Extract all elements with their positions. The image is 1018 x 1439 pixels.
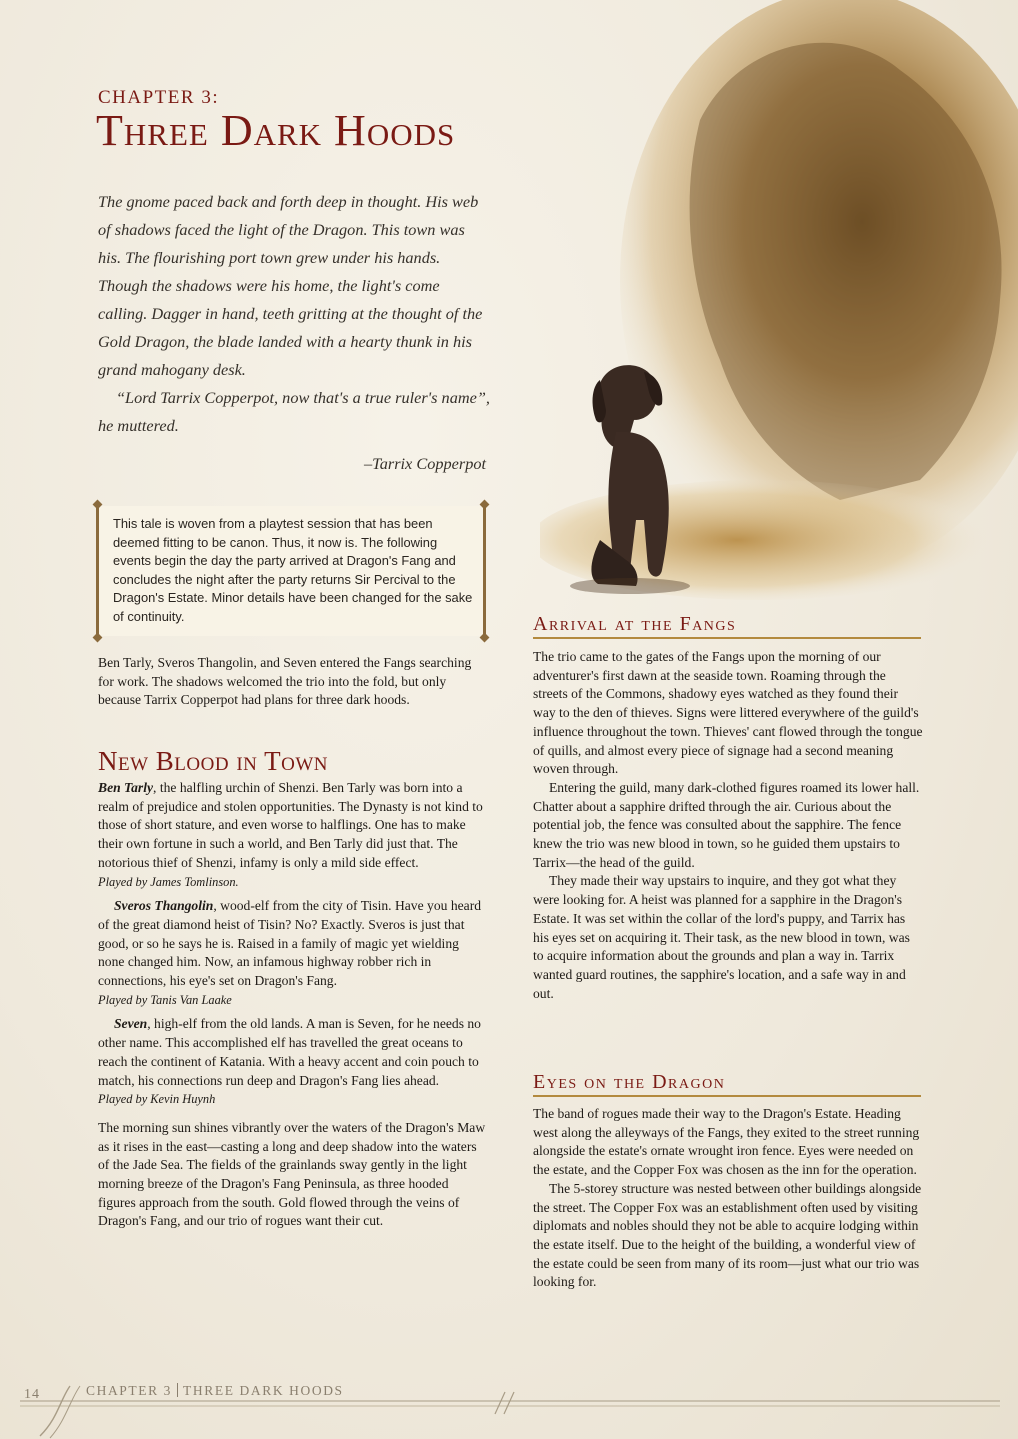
heading-rule — [533, 637, 921, 639]
sidebar-border-right — [483, 506, 486, 636]
arrival-paragraph: The trio came to the gates of the Fangs upon the morning of our adventurer's first dawn at the seaside town. Roaming through the streets of the Commons, shadowy eyes watched as they found their way to the den of thieves. Signs were littered everywhere of the guild's influence throughout the town. Thieves' cant flowed through the tongue of quills, and almost every piece of signage had a second meaning woven through. — [533, 649, 923, 777]
played-by: Played by Kevin Huynh — [98, 1092, 216, 1107]
closing-paragraph: The morning sun shines vibrantly over the waters of the Dragon's Maw as it rises in the east—casting a long and deep shadow into the waters of the Jade Sea. The fields of the grainlands sway gently in the light morning breeze of the Dragon's Fang Peninsula, as three hooded figures approach from the south. Gold flowed through the veins of Dragon's Fang, and our trio of rogues want their cut. — [98, 1119, 486, 1229]
character-entry — [98, 1015, 486, 1090]
sidebar-border-left — [96, 506, 99, 636]
page-number: 14 — [24, 1387, 40, 1402]
character-entry — [98, 897, 486, 991]
eyes-paragraph: The band of rogues made their way to the Dragon's Estate. Heading west along the alleyways of the Fangs, they exited to the street running alongside the estate's ornate wrought iron fence. Eyes were needed on the estate, and the Copper Fox was chosen as the inn for the operation. — [533, 1106, 920, 1178]
footer-ornament — [0, 1370, 1018, 1439]
running-footer — [86, 1383, 344, 1399]
section-heading-eyes: Eyes on the Dragon — [533, 1071, 726, 1093]
section-heading-arrival: Arrival at the Fangs — [533, 613, 737, 635]
character-name: Ben Tarly — [98, 780, 154, 795]
epigraph-attribution: –Tarrix Copperpot — [364, 454, 486, 473]
footer-title: THREE DARK HOODS — [183, 1383, 344, 1398]
corner-ornament — [480, 500, 490, 510]
puppy-shadow-illustration — [540, 0, 1018, 620]
epigraph-paragraph: The gnome paced back and forth deep in thought. His web of shadows faced the light of the Dragon. This town was his. The flourishing port town grew under his hands. Though the shadows were his home, the light's come calling. Dagger in hand, teeth gritting at the thought of the Gold Dragon, the blade landed with a hearty thunk in his grand mahogany desk. — [98, 192, 483, 379]
character-name: Sveros Thangolin — [114, 898, 214, 914]
intro-paragraph — [98, 654, 484, 710]
arrival-paragraph: Entering the guild, many dark-clothed figures roamed its lower hall. Chatter about a sapphire drifted through the air. Curious about the potential job, the fence was consulted about the sapphire. The fence knew the trio was new blood in town, so he guided them upstairs to Tarrix—the head of the guild. — [533, 779, 920, 870]
corner-ornament — [480, 633, 490, 643]
eyes-paragraph: The 5-storey structure was nested between other buildings alongside the street. The Copper Fox was an establishment often used by visiting diplomats and nobles should they not be able to acquire lodging within the estate itself. Due to the height of the building, a wonderful view of the estate could be seen from many of its room—just what our trio was looking for. — [533, 1180, 922, 1290]
chapter-title: Three Dark Hoods — [96, 106, 456, 155]
character-desc: , high-elf from the old lands. A man is Seven, for he needs no other name. This accomplished elf has travelled the great oceans to reach the continent of Katania. With a heavy accent and coin pouch to match, his connections run deep and Dragon's Fang lies ahead. — [98, 1016, 481, 1088]
arrival-paragraph: They made their way upstairs to inquire, and they got what they were looking for. A heist was planned for a sapphire in the Dragon's Estate. It was set within the collar of the lord's puppy, and Tarrix has his eyes set on acquiring it. Their task, as the new blood in town, was to acquire information about the grounds and plan a way in. Tarrix wanted guard routines, the sapphire's location, and a safe way in and out. — [533, 873, 910, 1001]
epigraph — [98, 188, 490, 440]
sidebar-text: This tale is woven from a playtest session that has been deemed fitting to be canon. Thus, it now is. The following events begin the day the party arrived at Dragon's Fang and concludes the night after the party returns Sir Percival to the Dragon's Estate. Minor details have been changed for the sake of continuity. — [113, 516, 473, 624]
section-heading-new-blood: New Blood in Town — [98, 746, 328, 776]
footer-divider — [177, 1383, 178, 1397]
heading-rule — [533, 1095, 921, 1097]
character-entry — [98, 779, 486, 873]
epigraph-quote: “Lord Tarrix Copperpot, now that's a true ruler's name”, he muttered. — [98, 388, 490, 435]
played-by: Played by Tanis Van Laake — [98, 992, 232, 1007]
character-name: Seven — [114, 1016, 148, 1032]
arrival-text — [533, 648, 923, 1003]
sidebar-box — [97, 506, 485, 636]
corner-ornament — [93, 500, 103, 510]
corner-ornament — [93, 633, 103, 643]
character-list — [98, 779, 486, 1231]
intro-text: Ben Tarly, Sveros Thangolin, and Seven entered the Fangs searching for work. The shadows welcomed the trio into the fold, but only because Tarrix Copperpot had plans for three dark hoods. — [98, 655, 472, 708]
footer-chapter: CHAPTER 3 — [86, 1383, 173, 1398]
character-desc: , the halfling urchin of Shenzi. Ben Tarly was born into a realm of prejudice and stolen opportunities. The Dynasty is not kind to those of short stature, and even worse to halflings. One has to make their own fortune in such a world, and Ben Tarly did just that. The notorious thief of Shenzi, infamy is only a mild side effect. — [98, 780, 483, 870]
eyes-text — [533, 1105, 923, 1292]
character-desc: , wood-elf from the city of Tisin. Have you heard of the great diamond heist of Tisin? No? Exactly. Sveros is just that good, or so he says he is. Raised in a family of magic yet wielding none changed him. Now, an infamous highway robber rich in connections, his eye's set on Dragon's Fang. — [98, 898, 482, 989]
played-by: Played by James Tomlinson. — [98, 874, 239, 889]
chapter-label: CHAPTER 3: — [98, 87, 220, 108]
